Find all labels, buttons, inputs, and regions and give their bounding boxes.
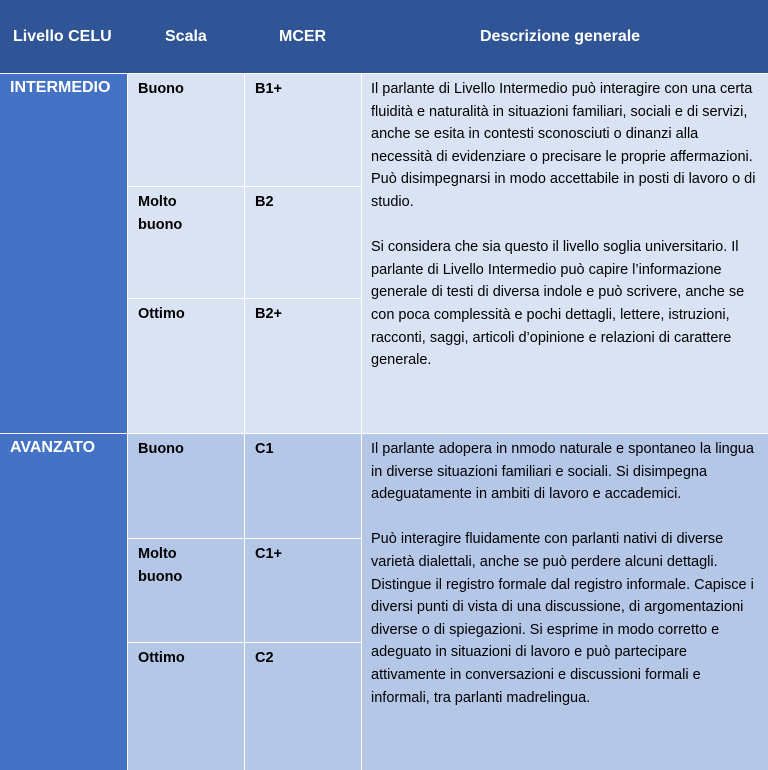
description-intermedio: [361, 73, 768, 433]
table-header: [0, 0, 768, 73]
mcer-cell: B2+: [244, 298, 361, 433]
header-livello-celu: Livello CELU: [13, 27, 112, 45]
header-descrizione: Descrizione generale: [480, 27, 641, 45]
header-scala: Scala: [165, 27, 207, 45]
scala-cell: Ottimo: [127, 298, 244, 433]
scala-cell: Buono: [127, 73, 244, 186]
mcer-cell: C1+: [244, 538, 361, 642]
description-avanzato: [361, 433, 768, 770]
level-intermedio: INTERMEDIO: [0, 73, 127, 433]
scala-cell: Molto buono: [127, 538, 244, 642]
level-avanzato: AVANZATO: [0, 433, 127, 770]
mcer-cell: C2: [244, 642, 361, 770]
scala-cell: Molto buono: [127, 186, 244, 298]
description-paragraph: Può interagire fluidamente con parlanti nativi di diverse varietà dialettali, anche se può perdere alcuni dettagli. Distingue il registro formale dal registro informale. Capisce i diversi punti di vista di una discussione, di argomentazioni diverse o di spiegazioni. Si esprime in modo corretto e adeguato in situazioni di lavoro e può partecipare attivamente in conversazioni e discussioni formali e informali, tra parlanti madrelingua.: [371, 531, 754, 706]
mcer-cell: B1+: [244, 73, 361, 186]
mcer-cell: B2: [244, 186, 361, 298]
header-mcer: MCER: [279, 27, 327, 45]
mcer-cell: C1: [244, 433, 361, 538]
scala-cell: Ottimo: [127, 642, 244, 770]
description-paragraph: Si considera che sia questo il livello soglia universitario. Il parlante di Livello Intermedio può capire l’informazione generale di testi di diversa indole e può scrivere, anche se con poca complessità e pochi dettagli, lettere, istruzioni, racconti, saggi, articoli d’opinione e relazioni di carattere generale.: [371, 239, 745, 369]
scala-cell: Buono: [127, 433, 244, 538]
description-paragraph: Il parlante di Livello Intermedio può interagire con una certa fluidità e naturalità in situazioni familiari, sociali e di servizi, anche se esita in contesti sconosciuti o dinanzi alla necessità di evidenziare o precisare le proprie affermazioni. Può disimpegnarsi in modo accettabile in posti di lavoro o di studio.: [371, 81, 756, 210]
description-paragraph: Il parlante adopera in nmodo naturale e spontaneo la lingua in diverse situazioni familiari e sociali. Si disimpegna adeguatamente in ambiti di lavoro e accademici.: [371, 441, 754, 503]
